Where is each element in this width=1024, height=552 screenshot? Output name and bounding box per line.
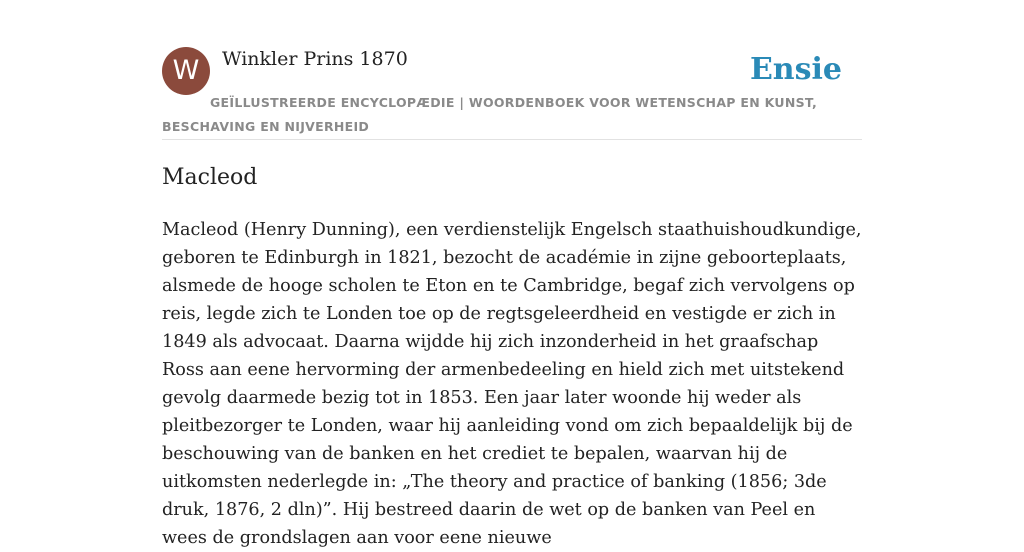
source-header [162,47,862,140]
brand-logo-link[interactable]: Ensie [749,52,842,87]
source-subtitle: GEÏLLUSTREERDE ENCYCLOPÆDIE | WOORDENBOEK VOOR WETENSCHAP EN KUNST, BESCHAVING EN NIJVERHEID [162,95,818,134]
source-title[interactable]: Winkler Prins 1870 [222,48,408,70]
source-avatar[interactable]: W [162,47,210,95]
article-body: Macleod (Henry Dunning), een verdienstelijk Engelsch staathuishoudkundige, geboren te Edinburgh in 1821, bezocht de académie in zijne geboorteplaats, alsmede de hooge scholen te Eton en te Cambridge, begaf zich vervolgens op reis, legde zich te Londen toe op de regtsgeleerdheid en vestigde er zich in 1849 als advocaat. Daarna wijdde hij zich inzonderheid in het graafschap Ross aan eene hervorming der armenbedeeling en hield zich met uitstekend gevolg daarmede bezig tot in 1853. Een jaar later woonde hij weder als pleitbezorger te Londen, waar hij aanleiding vond om zich bepaaldelijk bij de beschouwing van de banken en het crediet te bepalen, waarvan hij de uitkomsten nederlegde in: „The theory and practice of banking (1856; 3de druk, 1876, 2 dln)”. Hij bestreed daarin de wet op de banken van Peel en wees de grondslagen aan voor eene nieuwe [162,220,862,548]
article-title: Macleod [162,165,258,190]
